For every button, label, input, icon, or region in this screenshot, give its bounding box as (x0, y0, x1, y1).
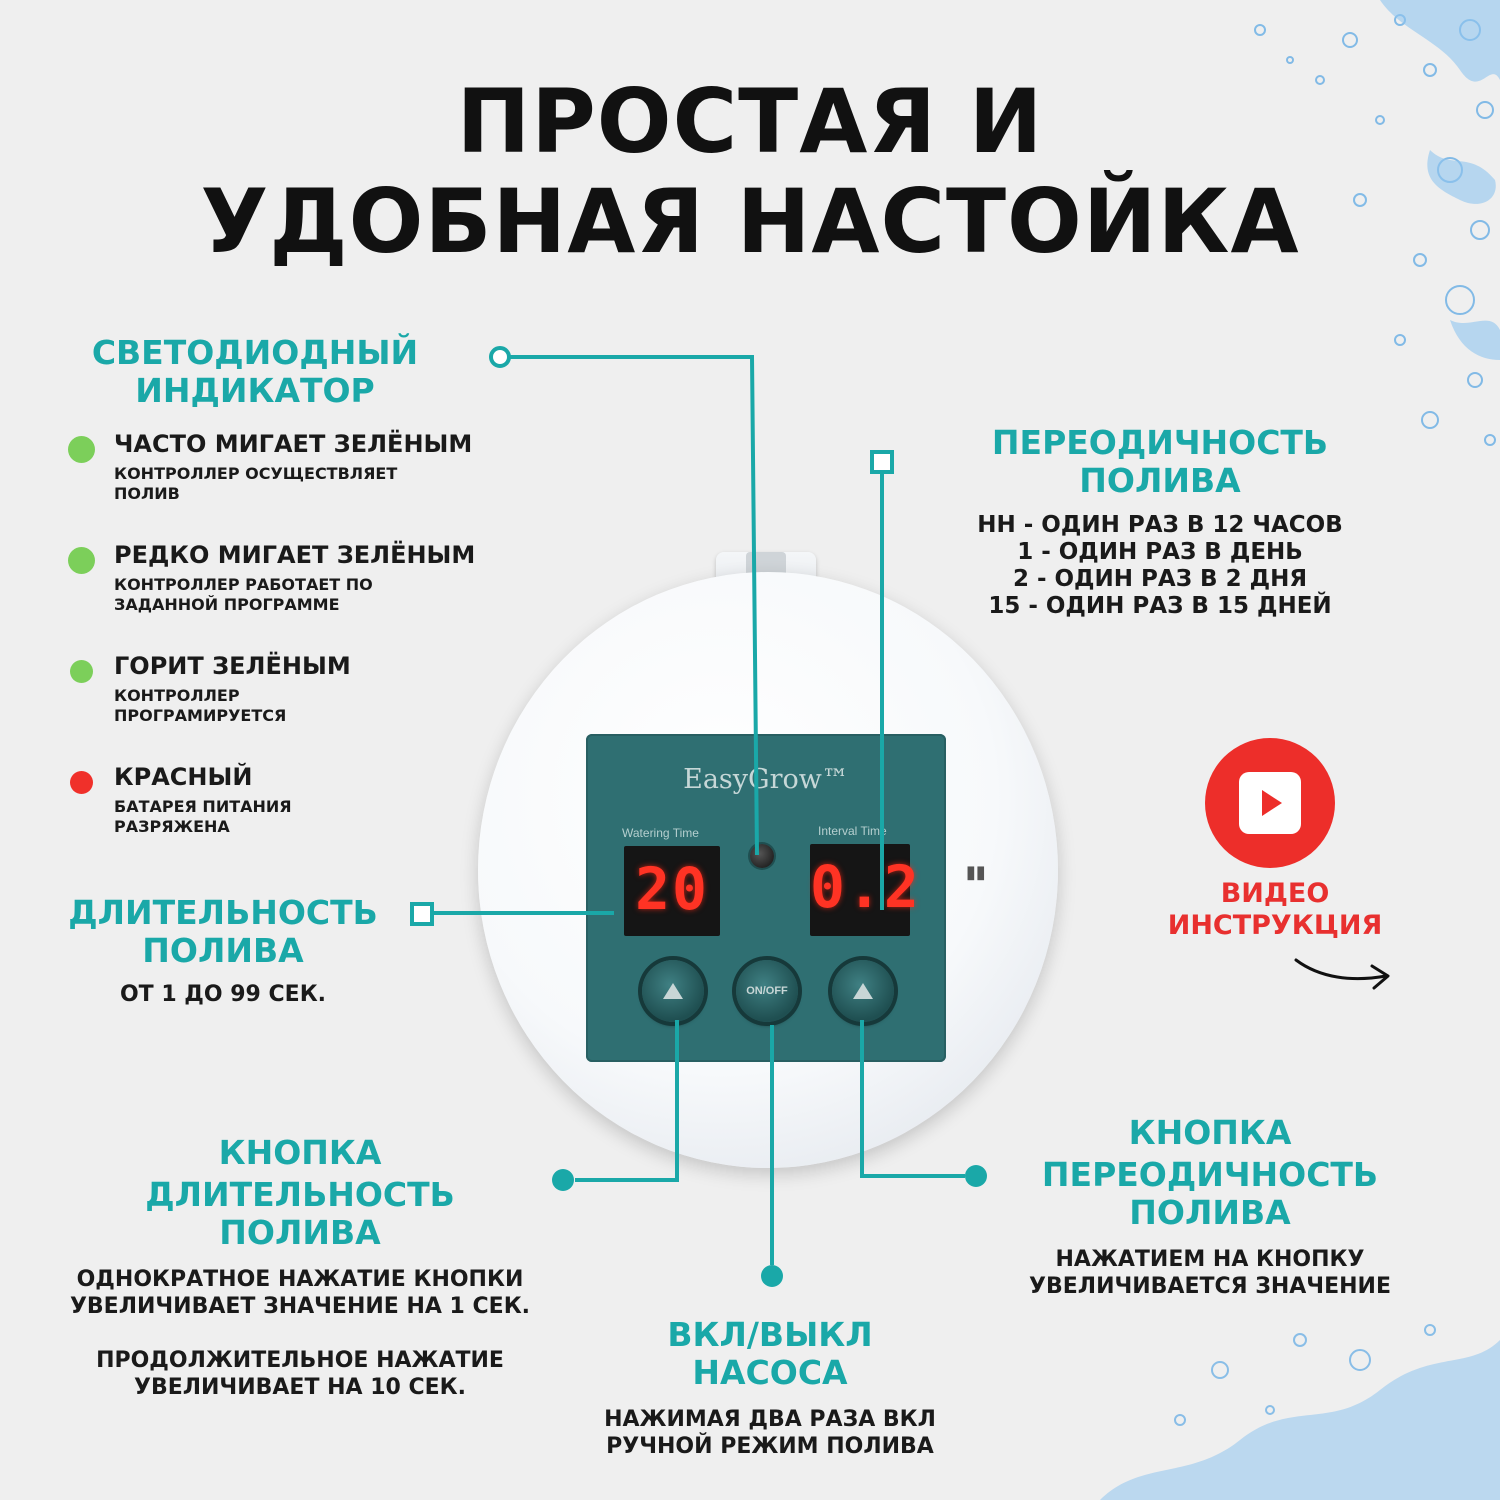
triangle-up-icon (851, 981, 875, 1001)
video-label-line-1: ВИДЕО (1220, 878, 1330, 909)
play-icon (1239, 772, 1301, 834)
led-item-title: ЧАСТО МИГАЕТ ЗЕЛЁНЫМ (114, 430, 473, 458)
led-desc-line: КОНТРОЛЛЕР ОСУЩЕСТВЛЯЕТ (114, 464, 398, 483)
button-interval-text (990, 1246, 1430, 1300)
video-label-line-2: ИНСТРУКЦИЯ (1167, 910, 1383, 941)
duration-heading (40, 894, 406, 970)
led-item-desc (114, 797, 292, 837)
watering-time-label: Watering Time (622, 826, 699, 840)
button-duration-heading-line: КНОПКА (218, 1133, 382, 1172)
watering-up-button[interactable] (642, 960, 704, 1022)
video-play-button[interactable] (1205, 738, 1335, 868)
led-heading (60, 334, 450, 410)
interval-option: 1 - ОДИН РАЗ В ДЕНЬ (1017, 539, 1303, 565)
interval-heading-line-2: ПОЛИВА (1079, 461, 1241, 500)
button-duration-text-line: УВЕЛИЧИВАЕТ НА 10 СЕК. (133, 1375, 466, 1400)
button-duration-text-line: ПРОДОЛЖИТЕЛЬНОЕ НАЖАТИЕ (96, 1348, 504, 1373)
led-item-slow-green (68, 541, 488, 631)
button-power-heading-line: ВКЛ/ВЫКЛ (667, 1315, 873, 1354)
speaker-icon: ▮▮ (966, 862, 986, 883)
interval-option: 15 - ОДИН РАЗ В 15 ДНЕЙ (988, 593, 1332, 619)
curved-arrow-icon (1290, 948, 1400, 998)
led-desc-line: КОНТРОЛЛЕР (114, 686, 240, 705)
duration-heading-line-1: ДЛИТЕЛЬНОСТЬ (68, 893, 378, 932)
triangle-up-icon (661, 981, 685, 1001)
led-item-title: РЕДКО МИГАЕТ ЗЕЛЁНЫМ (114, 541, 476, 569)
led-heading-line-1: СВЕТОДИОДНЫЙ (91, 333, 419, 372)
button-power-heading-line: НАСОСА (692, 1353, 848, 1392)
title-line-2: УДОБНАЯ НАСТОЙКА (200, 170, 1300, 273)
button-interval-text-line: НАЖАТИЕМ НА КНОПКУ (1055, 1247, 1365, 1272)
led-indicator (750, 844, 774, 868)
led-item-red (68, 763, 488, 853)
on-off-label: ON/OFF (746, 985, 788, 997)
led-item-solid-green (68, 652, 488, 742)
interval-option: HH - ОДИН РАЗ В 12 ЧАСОВ (977, 512, 1343, 538)
led-desc-line: ПОЛИВ (114, 484, 180, 503)
interval-option: 2 - ОДИН РАЗ В 2 ДНЯ (1012, 566, 1308, 592)
led-desc-line: ЗАДАННОЙ ПРОГРАММЕ (114, 595, 340, 614)
led-desc-line: РАЗРЯЖЕНА (114, 817, 230, 836)
led-item-fast-green (68, 430, 488, 520)
green-dot-icon (68, 436, 95, 463)
device-panel (586, 734, 946, 1062)
interval-heading-line-1: ПЕРЕОДИЧНОСТЬ (991, 423, 1329, 462)
interval-options (940, 512, 1380, 620)
interval-up-button[interactable] (832, 960, 894, 1022)
duration-range-text: ОТ 1 ДО 99 СЕК. (119, 982, 327, 1007)
button-interval-heading-line: КНОПКА (1128, 1113, 1292, 1152)
led-item-desc (114, 575, 373, 615)
button-duration-text-line: УВЕЛИЧИВАЕТ ЗНАЧЕНИЕ НА 1 СЕК. (69, 1294, 531, 1319)
button-interval-heading (1010, 1114, 1410, 1232)
on-off-button[interactable] (736, 960, 798, 1022)
watering-time-display: 20 (624, 846, 720, 936)
led-item-title: ГОРИТ ЗЕЛЁНЫМ (114, 652, 351, 680)
button-interval-heading-line: ПЕРЕОДИЧНОСТЬ (1041, 1155, 1379, 1194)
interval-heading (960, 424, 1360, 500)
button-duration-heading-line: ПОЛИВА (219, 1213, 381, 1252)
title-line-1: ПРОСТАЯ И (456, 70, 1044, 173)
interval-time-label: Interval Time (818, 824, 887, 838)
led-desc-line: КОНТРОЛЛЕР РАБОТАЕТ ПО (114, 575, 373, 594)
led-desc-line: БАТАРЕЯ ПИТАНИЯ (114, 797, 292, 816)
device-brand: EasyGrow™ (683, 764, 849, 795)
button-duration-heading-line: ДЛИТЕЛЬНОСТЬ (145, 1175, 455, 1214)
button-duration-heading (100, 1134, 500, 1252)
button-power-text-line: НАЖИМАЯ ДВА РАЗА ВКЛ (604, 1407, 936, 1432)
led-desc-line: ПРОГРАМИРУЕТСЯ (114, 706, 287, 725)
page-title (0, 72, 1500, 272)
video-instruction-label[interactable] (1160, 878, 1390, 942)
green-dot-icon (68, 547, 95, 574)
led-item-desc (114, 686, 286, 726)
button-interval-text-line: УВЕЛИЧИВАЕТСЯ ЗНАЧЕНИЕ (1029, 1274, 1391, 1299)
red-dot-icon (70, 771, 93, 794)
button-power-heading (590, 1316, 950, 1392)
button-power-text-line: РУЧНОЙ РЕЖИМ ПОЛИВА (606, 1434, 934, 1459)
water-splash-bottom-right (1100, 1310, 1500, 1500)
button-power-text (560, 1406, 980, 1460)
led-item-title: КРАСНЫЙ (114, 763, 253, 791)
duration-heading-line-2: ПОЛИВА (142, 931, 304, 970)
button-duration-text-line: ОДНОКРАТНОЕ НАЖАТИЕ КНОПКИ (76, 1267, 524, 1292)
green-dot-icon (70, 660, 93, 683)
led-item-desc (114, 464, 397, 504)
button-duration-text (40, 1266, 560, 1401)
button-interval-heading-line: ПОЛИВА (1129, 1193, 1291, 1232)
led-heading-line-2: ИНДИКАТОР (135, 371, 375, 410)
interval-time-display: 0.2 (810, 844, 910, 936)
